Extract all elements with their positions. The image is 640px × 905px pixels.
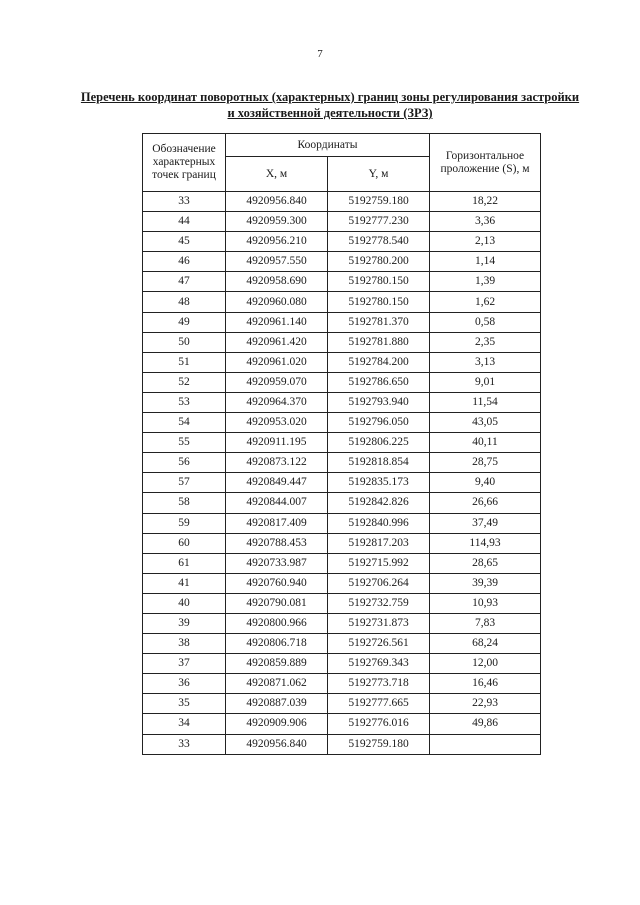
horizontal-distance: 39,39	[430, 573, 541, 593]
horizontal-distance: 28,65	[430, 553, 541, 573]
horizontal-distance: 0,58	[430, 312, 541, 332]
point-id: 61	[143, 553, 226, 573]
x-coordinate: 4920800.966	[226, 613, 328, 633]
y-coordinate: 5192759.180	[328, 192, 430, 212]
y-coordinate: 5192715.992	[328, 553, 430, 573]
horizontal-distance: 1,14	[430, 252, 541, 272]
y-coordinate: 5192818.854	[328, 453, 430, 473]
y-coordinate: 5192793.940	[328, 392, 430, 412]
table-row	[143, 654, 541, 674]
x-coordinate: 4920733.987	[226, 553, 328, 573]
point-id: 50	[143, 332, 226, 352]
table-row	[143, 493, 541, 513]
table-row	[143, 674, 541, 694]
point-id: 47	[143, 272, 226, 292]
x-coordinate: 4920909.906	[226, 714, 328, 734]
horizontal-distance: 3,13	[430, 352, 541, 372]
point-id: 57	[143, 473, 226, 493]
y-coordinate: 5192759.180	[328, 734, 430, 754]
point-id: 37	[143, 654, 226, 674]
x-coordinate: 4920844.007	[226, 493, 328, 513]
y-coordinate: 5192806.225	[328, 433, 430, 453]
table-row	[143, 332, 541, 352]
x-coordinate: 4920871.062	[226, 674, 328, 694]
point-id: 45	[143, 232, 226, 252]
y-coordinate: 5192778.540	[328, 232, 430, 252]
x-coordinate: 4920859.889	[226, 654, 328, 674]
table-row	[143, 573, 541, 593]
y-coordinate: 5192840.996	[328, 513, 430, 533]
x-coordinate: 4920956.210	[226, 232, 328, 252]
y-coordinate: 5192781.880	[328, 332, 430, 352]
horizontal-distance: 9,01	[430, 372, 541, 392]
horizontal-distance: 1,39	[430, 272, 541, 292]
table-row	[143, 694, 541, 714]
y-coordinate: 5192776.016	[328, 714, 430, 734]
table-row	[143, 714, 541, 734]
x-coordinate: 4920958.690	[226, 272, 328, 292]
y-coordinate: 5192773.718	[328, 674, 430, 694]
header-y: Y, м	[328, 157, 430, 192]
horizontal-distance	[430, 734, 541, 754]
x-coordinate: 4920849.447	[226, 473, 328, 493]
title-line-1: Перечень координат поворотных (характерных) границ зоны регулирования застройки	[80, 90, 580, 104]
point-id: 35	[143, 694, 226, 714]
point-id: 38	[143, 634, 226, 654]
header-x: X, м	[226, 157, 328, 192]
x-coordinate: 4920957.550	[226, 252, 328, 272]
horizontal-distance: 2,35	[430, 332, 541, 352]
table-row	[143, 553, 541, 573]
table-row	[143, 533, 541, 553]
table-row	[143, 392, 541, 412]
coordinates-table	[142, 133, 541, 755]
horizontal-distance: 11,54	[430, 392, 541, 412]
point-id: 33	[143, 192, 226, 212]
y-coordinate: 5192786.650	[328, 372, 430, 392]
x-coordinate: 4920961.420	[226, 332, 328, 352]
y-coordinate: 5192780.150	[328, 292, 430, 312]
point-id: 34	[143, 714, 226, 734]
header-coordinates: Координаты	[226, 134, 430, 157]
y-coordinate: 5192835.173	[328, 473, 430, 493]
horizontal-distance: 3,36	[430, 212, 541, 232]
y-coordinate: 5192731.873	[328, 613, 430, 633]
y-coordinate: 5192817.203	[328, 533, 430, 553]
horizontal-distance: 1,62	[430, 292, 541, 312]
x-coordinate: 4920817.409	[226, 513, 328, 533]
title-line-2: и хозяйственной деятельности (ЗРЗ)	[227, 106, 433, 120]
page-number: 7	[317, 48, 323, 60]
point-id: 54	[143, 413, 226, 433]
x-coordinate: 4920790.081	[226, 593, 328, 613]
point-id: 60	[143, 533, 226, 553]
table-row	[143, 232, 541, 252]
x-coordinate: 4920953.020	[226, 413, 328, 433]
horizontal-distance: 49,86	[430, 714, 541, 734]
table-row	[143, 212, 541, 232]
x-coordinate: 4920788.453	[226, 533, 328, 553]
y-coordinate: 5192706.264	[328, 573, 430, 593]
horizontal-distance: 68,24	[430, 634, 541, 654]
x-coordinate: 4920806.718	[226, 634, 328, 654]
horizontal-distance: 22,93	[430, 694, 541, 714]
x-coordinate: 4920760.940	[226, 573, 328, 593]
horizontal-distance: 40,11	[430, 433, 541, 453]
x-coordinate: 4920960.080	[226, 292, 328, 312]
point-id: 59	[143, 513, 226, 533]
y-coordinate: 5192796.050	[328, 413, 430, 433]
horizontal-distance: 12,00	[430, 654, 541, 674]
horizontal-distance: 28,75	[430, 453, 541, 473]
point-id: 49	[143, 312, 226, 332]
table-row	[143, 352, 541, 372]
table-row	[143, 734, 541, 754]
x-coordinate: 4920961.020	[226, 352, 328, 372]
x-coordinate: 4920887.039	[226, 694, 328, 714]
horizontal-distance: 16,46	[430, 674, 541, 694]
header-distance: Горизонтальное проложение (S), м	[430, 134, 541, 192]
header-point: Обозначение характерных точек границ	[143, 134, 226, 192]
point-id: 51	[143, 352, 226, 372]
document-title	[60, 89, 600, 121]
table-row	[143, 413, 541, 433]
point-id: 53	[143, 392, 226, 412]
table-row	[143, 372, 541, 392]
point-id: 39	[143, 613, 226, 633]
point-id: 56	[143, 453, 226, 473]
table-row	[143, 192, 541, 212]
x-coordinate: 4920911.195	[226, 433, 328, 453]
table-row	[143, 473, 541, 493]
y-coordinate: 5192726.561	[328, 634, 430, 654]
horizontal-distance: 18,22	[430, 192, 541, 212]
x-coordinate: 4920959.070	[226, 372, 328, 392]
point-id: 41	[143, 573, 226, 593]
y-coordinate: 5192769.343	[328, 654, 430, 674]
x-coordinate: 4920873.122	[226, 453, 328, 473]
x-coordinate: 4920956.840	[226, 734, 328, 754]
y-coordinate: 5192780.150	[328, 272, 430, 292]
point-id: 36	[143, 674, 226, 694]
horizontal-distance: 26,66	[430, 493, 541, 513]
y-coordinate: 5192732.759	[328, 593, 430, 613]
table-row	[143, 292, 541, 312]
y-coordinate: 5192780.200	[328, 252, 430, 272]
y-coordinate: 5192781.370	[328, 312, 430, 332]
y-coordinate: 5192777.230	[328, 212, 430, 232]
x-coordinate: 4920961.140	[226, 312, 328, 332]
x-coordinate: 4920959.300	[226, 212, 328, 232]
y-coordinate: 5192784.200	[328, 352, 430, 372]
table-row	[143, 252, 541, 272]
x-coordinate: 4920964.370	[226, 392, 328, 412]
horizontal-distance: 7,83	[430, 613, 541, 633]
table-row	[143, 613, 541, 633]
table-row	[143, 312, 541, 332]
horizontal-distance: 43,05	[430, 413, 541, 433]
table-row	[143, 453, 541, 473]
point-id: 46	[143, 252, 226, 272]
horizontal-distance: 114,93	[430, 533, 541, 553]
y-coordinate: 5192777.665	[328, 694, 430, 714]
point-id: 33	[143, 734, 226, 754]
x-coordinate: 4920956.840	[226, 192, 328, 212]
table-row	[143, 433, 541, 453]
table-row	[143, 272, 541, 292]
point-id: 40	[143, 593, 226, 613]
horizontal-distance: 9,40	[430, 473, 541, 493]
y-coordinate: 5192842.826	[328, 493, 430, 513]
horizontal-distance: 2,13	[430, 232, 541, 252]
point-id: 44	[143, 212, 226, 232]
horizontal-distance: 37,49	[430, 513, 541, 533]
point-id: 48	[143, 292, 226, 312]
horizontal-distance: 10,93	[430, 593, 541, 613]
point-id: 58	[143, 493, 226, 513]
point-id: 52	[143, 372, 226, 392]
table-row	[143, 593, 541, 613]
point-id: 55	[143, 433, 226, 453]
table-row	[143, 634, 541, 654]
table-row	[143, 513, 541, 533]
